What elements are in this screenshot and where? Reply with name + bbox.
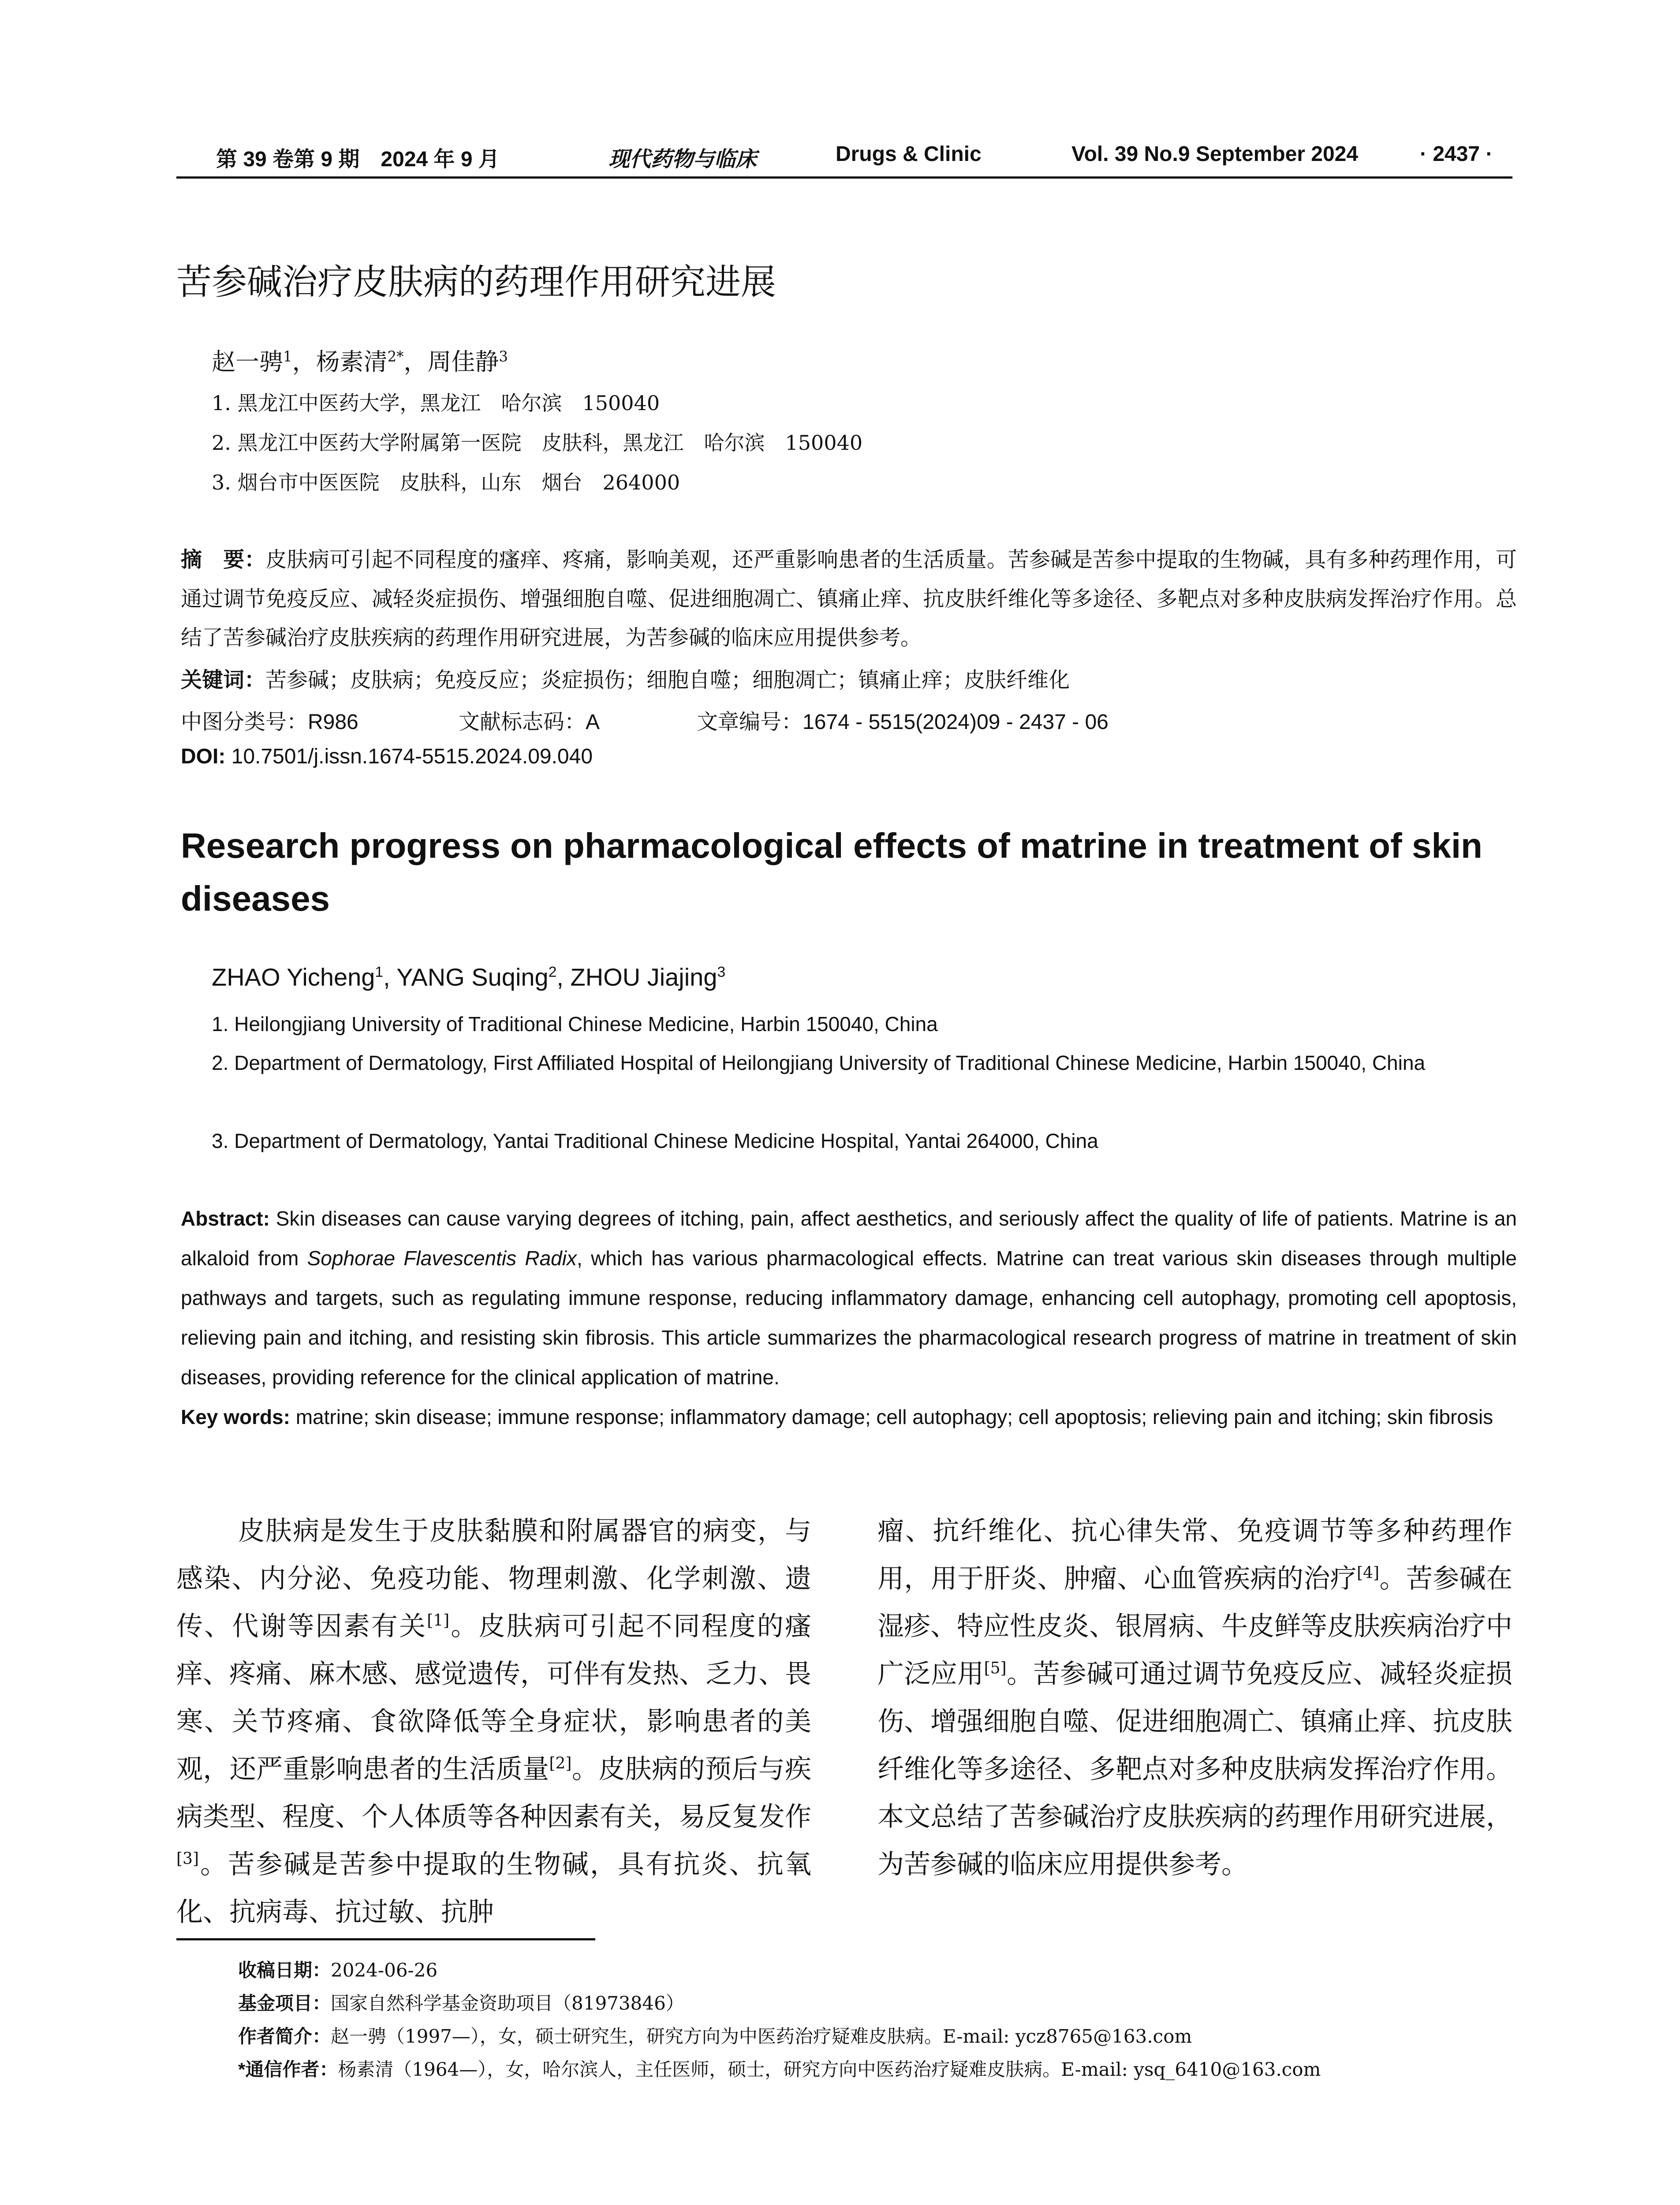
- affiliation-en-1: 1. Heilongjiang University of Traditional Chinese Medicine, Harbin 150040, China: [212, 1013, 938, 1035]
- keywords-cn-label: 关键词：: [181, 669, 266, 692]
- header-rule: [176, 176, 1512, 179]
- header-volume-issue: 第 39 卷第 9 期 2024 年 9 月: [216, 148, 500, 171]
- abstract-en-label: Abstract:: [181, 1207, 270, 1230]
- author-en-3: ZHOU Jiajing: [570, 963, 717, 991]
- authors-en: ZHAO Yicheng$^1$, YANG Suqing$^2$, ZHOU Jiajing$^3$: [212, 963, 726, 991]
- clc-number: 中图分类号：R986: [181, 710, 358, 734]
- body-column-left: 皮肤病是发生于皮肤黏膜和附属器官的病变，与感染、内分泌、免疫功能、物理刺激、化学刺激、遗传、代谢等因素有关[1]。皮肤病可引起不同程度的瘙痒、疼痛、麻木感、感觉遗传，可伴有发热、乏力、畏寒、关节疼痛、食欲降低等全身症状，影响患者的美观，还严重影响患者的生活质量[2]。皮肤病的预后与疾病类型、程度、个人体质等各种因素有关，易反复发作[3]。苦参碱是苦参中提取的生物碱，具有抗炎、抗氧化、抗病毒、抗过敏、抗肿: [176, 1516, 812, 1928]
- footnote-received: 收稿日期：2024-06-26: [238, 1959, 438, 1981]
- citation-4: [4]: [1357, 1564, 1380, 1582]
- author-en-1: ZHAO Yicheng: [212, 963, 375, 991]
- affiliation-cn-2: 2. 黑龙江中医药大学附属第一医院 皮肤科，黑龙江 哈尔滨 150040: [212, 431, 863, 455]
- doi: [181, 744, 593, 769]
- keywords-en: [181, 1397, 1517, 1437]
- author-en-2: YANG Suqing: [396, 963, 549, 991]
- doi-value: 10.7501/j.issn.1674-5515.2024.09.040: [225, 745, 593, 768]
- citation-2: [2]: [549, 1754, 572, 1773]
- doi-label: DOI:: [181, 745, 226, 768]
- authors-cn: 赵一骋$^1$，杨素清$^{2*}$，周佳静$^3$: [212, 348, 508, 376]
- author-cn-2: 杨素清: [316, 348, 388, 376]
- article-number: 文章编号：1674 - 5515(2024)09 - 2437 - 06: [697, 710, 1109, 734]
- abstract-cn-text: 皮肤病可引起不同程度的瘙痒、疼痛，影响美观，还严重影响患者的生活质量。苦参碱是苦参中提取的生物碱，具有多种药理作用，可通过调节免疫反应、减轻炎症损伤、增强细胞自噬、促进细胞凋亡、镇痛止痒、抗皮肤纤维化等多途径、多靶点对多种皮肤病发挥治疗作用。总结了苦参碱治疗皮肤疾病的药理作用研究进展，为苦参碱的临床应用提供参考。: [181, 547, 1517, 650]
- affiliation-cn-3: 3. 烟台市中医医院 皮肤科，山东 烟台 264000: [212, 471, 680, 494]
- abstract-cn: [181, 540, 1517, 657]
- latin-name: Sophorae Flavescentis Radix: [307, 1247, 577, 1270]
- keywords-cn-text: 苦参碱；皮肤病；免疫反应；炎症损伤；细胞自噬；细胞凋亡；镇痛止痒；皮肤纤维化: [265, 668, 1070, 692]
- running-header: [176, 142, 1512, 177]
- article-title-en: Research progress on pharmacological effects of matrine in treatment of skin diseases: [181, 826, 1482, 918]
- keywords-cn: [181, 661, 1517, 700]
- author-cn-3: 周佳静: [427, 348, 499, 376]
- affiliation-en-3: 3. Department of Dermatology, Yantai Traditional Chinese Medicine Hospital, Yantai 264000, China: [212, 1129, 1098, 1152]
- header-journal-en: Drugs & Clinic: [836, 142, 982, 166]
- body-column-right: 瘤、抗纤维化、抗心律失常、免疫调节等多种药理作用，用于肝炎、肿瘤、心血管疾病的治疗[4]。苦参碱在湿疹、特应性皮炎、银屑病、牛皮鲜等皮肤疾病治疗中广泛应用[5]。苦参碱可通过调节免疫反应、减轻炎症损伤、增强细胞自噬、促进细胞凋亡、镇痛止痒、抗皮肤纤维化等多途径、多靶点对多种皮肤病发挥治疗作用。本文总结了苦参碱治疗皮肤疾病的药理作用研究进展，为苦参碱的临床应用提供参考。: [877, 1516, 1513, 1880]
- keywords-en-label: Key words:: [181, 1405, 290, 1428]
- author-cn-1: 赵一骋: [212, 348, 283, 376]
- citation-5: [5]: [984, 1659, 1007, 1678]
- citation-1: [1]: [427, 1611, 450, 1630]
- keywords-en-text: matrine; skin disease; immune response; inflammatory damage; cell autophagy; cell apoptosis; relieving pain and itching; skin fibrosis: [290, 1405, 1493, 1428]
- header-page-number: · 2437 ·: [1420, 142, 1493, 166]
- footnote-rule: [176, 1938, 595, 1940]
- affiliation-cn-1: 1. 黑龙江中医药大学，黑龙江 哈尔滨 150040: [212, 391, 660, 415]
- article-title-cn: 苦参碱治疗皮肤病的药理作用研究进展: [176, 262, 776, 303]
- header-volume-en: Vol. 39 No.9 September 2024: [1071, 142, 1359, 166]
- abstract-en: Abstract: Skin diseases can cause varying degrees of itching, pain, affect aesthetics, and seriously affect the quality of life of patients. Matrine is an alkaloid from Sophorae Flavescentis Radix, which has various pharmacological effects. Matrine can treat various skin diseases through multiple pathways and targets, such as regulating immune response, reducing inflammatory damage, enhancing cell autophagy, promoting cell apoptosis, relieving pain and itching, and resisting skin fibrosis. This article summarizes the pharmacological research progress of matrine in treatment of skin diseases, providing reference for the clinical application of matrine.: [181, 1207, 1517, 1389]
- affiliation-en-2: 2. Department of Dermatology, First Affiliated Hospital of Heilongjiang University of Traditional Chinese Medicine, Harbin 150040, China: [212, 1051, 1426, 1074]
- header-journal-cn: 现代药物与临床: [609, 147, 757, 172]
- citation-3: [3]: [176, 1850, 199, 1868]
- footnote-corresponding: *通信作者：杨素清（1964—），女，哈尔滨人，主任医师，硕士，研究方向中医药治疗疑难皮肤病。E-mail: ysq_6410@163.com: [238, 2059, 1321, 2080]
- footnote-author: 作者简介：赵一骋（1997—），女，硕士研究生，研究方向为中医药治疗疑难皮肤病。E-mail: ycz8765@163.com: [238, 2026, 1192, 2047]
- abstract-cn-label: 摘 要：: [181, 548, 266, 572]
- document-code: 文献标志码：A: [459, 710, 600, 734]
- footnote-fund: 基金项目：国家自然科学基金资助项目（81973846）: [238, 1992, 684, 2014]
